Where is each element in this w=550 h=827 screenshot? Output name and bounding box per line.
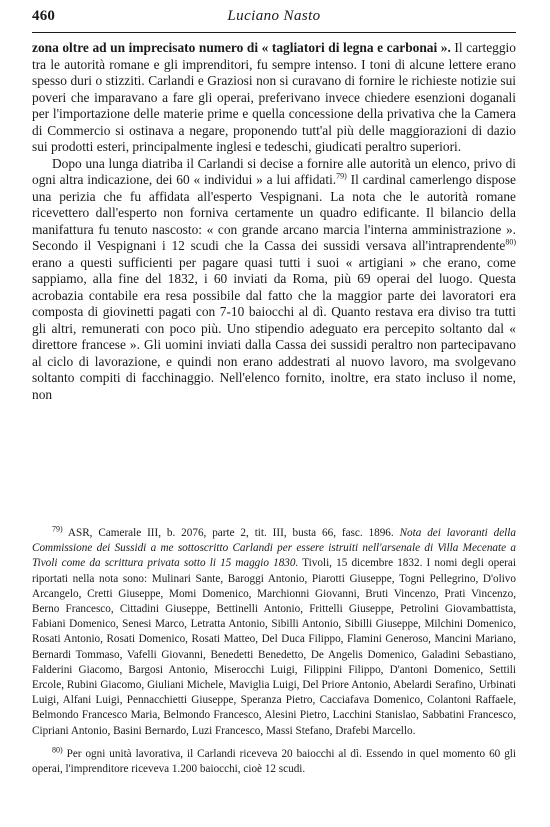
main-text: [32, 40, 516, 403]
footnote-79-title: Nota dei lavoranti della Commissione dei Sussidi a me sottoscritto Carlandi per essere istruiti nell'arsenale di Villa Mecenate a Tivoli come da scrittura privata sotto li 15 maggio 1830.: [32, 527, 516, 570]
running-head: Luciano Nasto: [227, 8, 321, 24]
footnote-80-text: Per ogni unità lavorativa, il Carlandi riceveva 20 baiocchi al dì. Essendo in quel momento 60 gli operai, l'imprenditore riceveva 1.200 baiocchi, cioè 12 scudi.: [32, 747, 516, 776]
paragraph-1-opening: zona oltre ad un imprecisato numero di « tagliatori di legna e carbonai ».: [32, 40, 451, 55]
paragraph-2-text-c: erano a questi sufficienti per pagare quasi tutti i suoi « artigiani » che erano, come sappiamo, alla fine del 1832, i 60 inviati da Roma, più 69 operai del luogo. Questa acrobazia contabile era resa possibile dal fatto che la maggior parte dei lavoratori era composta di giovinetti pagati con 7-10 baiocchi al dì. Quanto restava era diviso tra tutti gli altri, remunerati con poco più. Uno stipendio adeguato era percepito soltanto dal « direttore francese ». Gli uomini inviati dalla Cassa dei sussidi peraltro non partecipavano al ciclo di lavorazione, e quindi non erano addestrati al nuovo lavoro, ma svolgevano soltanto compiti di facchinaggio. Nell'elenco fornito, inoltre, era stato incluso il nome, non: [32, 254, 516, 402]
footnote-79-text: Tivoli, 15 dicembre 1832. I nomi degli operai riportati nella nota sono: Mulinari Sante, Baroggi Antonio, Piarotti Giuseppe, Togni Pellegrino, D'olivo Arcangelo, Cretti Giuseppe, Momi Domenico, Marchionni Giovanni, Bruti Vincenzo, Prati Vincenzo, Berno Francesco, Cittadini Giuseppe, Bettinelli Antonio, Frittelli Giuseppe, Petrolini Giovambattista, Fabiani Domenico, Senesi Marco, Letratta Antonio, Sibilli Antonio, Sibilli Giuseppe, Milchini Domenico, Rosati Antonio, Rosati Domenico, Rosati Matteo, Del Duca Filippo, Flamini Generoso, Mancini Mariano, Bernardi Tommaso, Vafelli Giovanni, Benedetti Benedetto, De Angelis Domenico, Galadini Sebastiano, Falderini Giacomo, Bargosi Antonio, Miserocchi Luigi, Filippini Filippo, D'antoni Domenico, Settili Ercole, Rubini Giacomo, Giuliani Michele, Maviglia Luigi, Del Priore Antonio, Abelardi Serafino, Urbinati Luigi, Alfani Luigi, Pennacchietti Giuseppe, Speranza Pietro, Cacciafava Domenico, Colantoni Raffaele, Belmondo Francesco Maria, Belmondo Francesco, Alesini Pietro, Lacchini Stanislao, Sabbatini Francesco, Cipriani Antonio, Basini Bernardo, Luzi Francesco, Massi Stefano, Drafebi Marcello.: [32, 557, 516, 737]
footnote-79-marker: 79): [52, 524, 63, 534]
footnotes: [32, 526, 516, 777]
paragraph-2: [32, 156, 516, 404]
paragraph-2-text-b: Il cardinal camerlengo dispose una perizia che fu affidata all'esperto Vespignani. La nota che le autorità romane ricevettero dall'esperto non forniva certamente un quadro edificante. Il bilancio della manifattura fu tenuto nascosto: « con grande arcano marcia l'interna amministrazione ». Secondo il Vespignani i 12 scudi che la Cassa dei sussidi versava all'intraprendente: [32, 172, 516, 253]
footnote-ref-80[interactable]: 80): [505, 237, 516, 247]
header-rule: [32, 32, 516, 33]
footnote-79-lead: ASR, Camerale III, b. 2076, parte 2, tit. III, busta 66, fasc. 1896.: [62, 527, 400, 539]
paragraph-1: [32, 40, 516, 156]
footnote-79: [32, 526, 516, 739]
footnote-80-marker: 80): [52, 745, 63, 755]
footnote-ref-79[interactable]: 79): [336, 171, 347, 181]
page-number: 460: [32, 8, 56, 24]
page-header: [32, 8, 516, 30]
paragraph-2-text-a: Dopo una lunga diatriba il Carlandi si decise a fornire alle autorità un elenco, privo di ogni altra indicazione, dei 60 « individui » a lui affidati.: [32, 155, 516, 187]
paragraph-1-text: Il carteggio tra le autorità romane e gli imprenditori, fu sempre intenso. I toni di alcune lettere erano spesso duri o stizziti. Carlandi e Graziosi non si curavano di fornire le richieste notizie sui poveri che imparavano a fare gli operai, preferivano invece chiedere esenzioni doganali per l'importazione delle materie prime e quella concessione della privativa che la Camera di Commercio si ostinava a negare, proponendo tutt'al più delle maggiorazioni di dazio sui prodotti esteri, principalmente inglesi e tedeschi, giudicati peraltro superiori.: [32, 40, 516, 154]
footnote-80: [32, 747, 516, 777]
